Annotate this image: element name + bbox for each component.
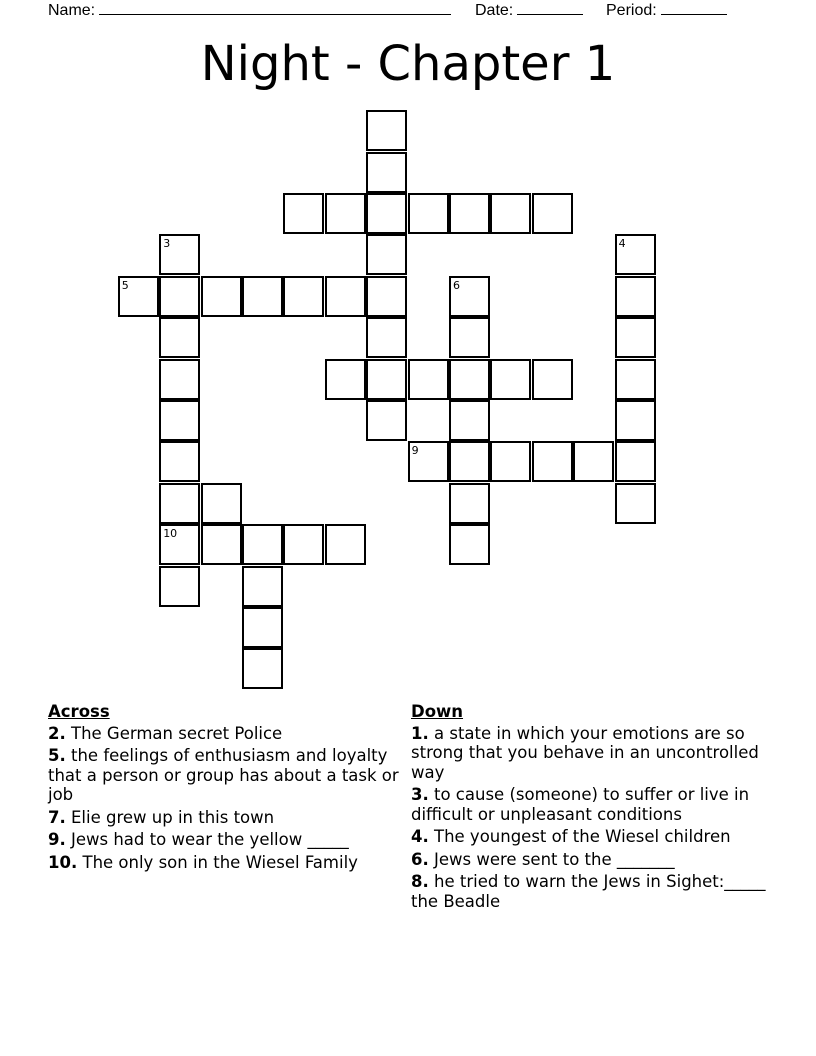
grid-cell[interactable] xyxy=(201,524,242,565)
cell-number: 4 xyxy=(618,237,626,251)
clue-number: 10. xyxy=(48,852,78,872)
grid-cell[interactable] xyxy=(573,441,614,482)
grid-cell[interactable] xyxy=(449,276,490,317)
grid-cell[interactable] xyxy=(615,234,656,275)
cell-number: 10 xyxy=(163,527,178,541)
clue-text: he tried to warn the Jews in Sighet:_____ the Beadle xyxy=(411,872,766,911)
grid-cell[interactable] xyxy=(283,276,324,317)
clue-down-6 xyxy=(411,850,781,870)
grid-cell[interactable] xyxy=(283,524,324,565)
clue-number: 2. xyxy=(48,723,66,743)
grid-cell[interactable] xyxy=(201,483,242,524)
clue-text: Jews were sent to the _______ xyxy=(434,849,675,869)
name-label: Name: xyxy=(48,2,96,19)
grid-cell[interactable] xyxy=(408,193,449,234)
grid-cell[interactable] xyxy=(615,276,656,317)
clue-across-10 xyxy=(48,853,408,873)
grid-cell[interactable] xyxy=(490,193,531,234)
grid-cell[interactable] xyxy=(366,400,407,441)
clue-text: the feelings of enthusiasm and loyalty that a person or group has about a task or job xyxy=(48,746,399,804)
grid-cell[interactable] xyxy=(159,566,200,607)
grid-cell[interactable] xyxy=(615,483,656,524)
grid-cell[interactable] xyxy=(532,441,573,482)
clue-down-8 xyxy=(411,872,781,911)
grid-cell[interactable] xyxy=(283,193,324,234)
grid-cell[interactable] xyxy=(159,441,200,482)
grid-cell[interactable] xyxy=(242,566,283,607)
grid-cell[interactable] xyxy=(242,276,283,317)
cell-number: 3 xyxy=(163,237,171,251)
grid-cell[interactable] xyxy=(408,441,449,482)
grid-cell[interactable] xyxy=(449,400,490,441)
clue-down-1 xyxy=(411,724,781,783)
grid-cell[interactable] xyxy=(449,359,490,400)
grid-cell[interactable] xyxy=(118,276,159,317)
grid-cell[interactable] xyxy=(325,524,366,565)
clue-number: 7. xyxy=(48,807,66,827)
grid-cell[interactable] xyxy=(366,317,407,358)
down-heading: Down xyxy=(411,702,464,721)
grid-cell[interactable] xyxy=(366,193,407,234)
across-heading: Across xyxy=(48,702,110,721)
grid-cell[interactable] xyxy=(490,441,531,482)
clue-text: The only son in the Wiesel Family xyxy=(82,852,358,872)
grid-cell[interactable] xyxy=(532,359,573,400)
clue-number: 3. xyxy=(411,785,429,804)
grid-cell[interactable] xyxy=(201,276,242,317)
grid-cell[interactable] xyxy=(449,483,490,524)
clue-number: 5. xyxy=(48,746,66,765)
clue-number: 8. xyxy=(411,872,429,891)
cell-number: 9 xyxy=(411,444,419,458)
date-label: Date: xyxy=(475,2,514,19)
grid-cell[interactable] xyxy=(325,276,366,317)
grid-cell[interactable] xyxy=(615,359,656,400)
grid-cell[interactable] xyxy=(615,317,656,358)
clue-down-3 xyxy=(411,785,781,824)
cell-number: 6 xyxy=(453,278,460,292)
grid-cell[interactable] xyxy=(159,359,200,400)
clue-text: The youngest of the Wiesel children xyxy=(434,827,731,846)
clue-number: 9. xyxy=(48,830,66,849)
period-label: Period: xyxy=(606,2,657,19)
clue-across-5 xyxy=(48,746,408,805)
grid-cell[interactable] xyxy=(449,524,490,565)
grid-cell[interactable] xyxy=(366,359,407,400)
clue-across-9 xyxy=(48,830,408,850)
grid-cell[interactable] xyxy=(366,110,407,151)
grid-cell[interactable] xyxy=(242,524,283,565)
clue-text: The German secret Police xyxy=(71,723,283,743)
grid-cell[interactable] xyxy=(159,276,200,317)
clue-down-4 xyxy=(411,827,781,847)
clue-number: 4. xyxy=(411,827,429,846)
grid-cell[interactable] xyxy=(449,193,490,234)
grid-cell[interactable] xyxy=(325,359,366,400)
clue-across-2 xyxy=(48,724,408,744)
clue-text: Jews had to wear the yellow _____ xyxy=(71,830,349,849)
grid-cell[interactable] xyxy=(159,400,200,441)
grid-cell[interactable] xyxy=(532,193,573,234)
clue-number: 6. xyxy=(411,849,429,869)
grid-cell[interactable] xyxy=(449,317,490,358)
grid-cell[interactable] xyxy=(366,234,407,275)
grid-cell[interactable] xyxy=(366,152,407,193)
grid-cell[interactable] xyxy=(159,317,200,358)
clue-text: a state in which your emotions are so strong that you behave in an uncontrolled way xyxy=(411,723,759,782)
grid-cell[interactable] xyxy=(325,193,366,234)
grid-cell[interactable] xyxy=(490,359,531,400)
grid-cell[interactable] xyxy=(159,234,200,275)
cell-number: 5 xyxy=(121,278,129,292)
clue-text: to cause (someone) to suffer or live in difficult or unpleasant conditions xyxy=(411,785,750,824)
grid-cell[interactable] xyxy=(242,648,283,689)
grid-cell[interactable] xyxy=(159,524,200,565)
page-title: Night - Chapter 1 xyxy=(200,36,616,92)
grid-cell[interactable] xyxy=(449,441,490,482)
clue-across-7 xyxy=(48,808,408,828)
grid-cell[interactable] xyxy=(159,483,200,524)
across-clues xyxy=(48,702,408,875)
clue-number: 1. xyxy=(411,723,429,743)
clue-text: Elie grew up in this town xyxy=(71,807,275,827)
grid-cell[interactable] xyxy=(242,607,283,648)
grid-cell[interactable] xyxy=(615,400,656,441)
grid-cell[interactable] xyxy=(615,441,656,482)
grid-cell[interactable] xyxy=(408,359,449,400)
down-clues xyxy=(411,702,781,914)
grid-cell[interactable] xyxy=(366,276,407,317)
